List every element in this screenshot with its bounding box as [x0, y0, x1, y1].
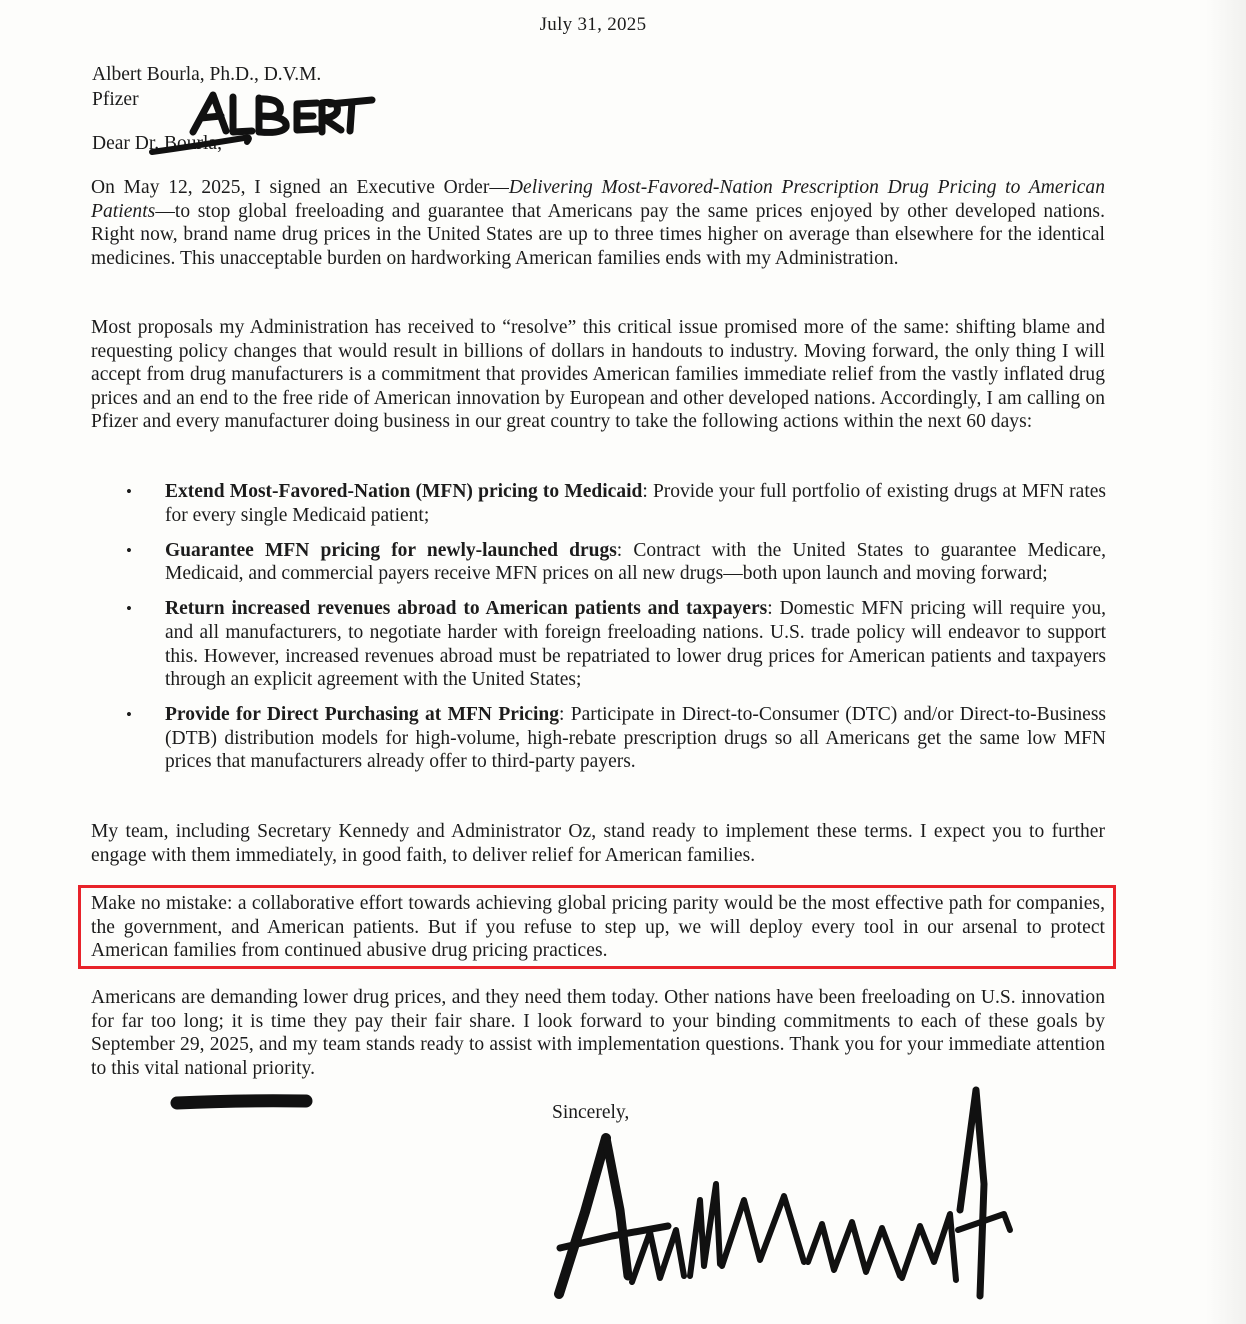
bullet-icon: •	[126, 705, 132, 725]
paragraph-proposals: Most proposals my Administration has received to “resolve” this critical issue promised more of the same: shifting blame and requesting policy changes that would result in billions of dollars in handouts to industry. Moving forward, the only thing I will accept from drug manufacturers is a commitment that provides American families immediate relief from the vastly inflated drug prices and an end to the free ride of American innovation by European and other developed nations. Accordingly, I am calling on Pfizer and every manufacturer doing business in our great country to take the following actions within the next 60 days:	[91, 317, 1105, 433]
recipient-name: Albert Bourla, Ph.D., D.V.M.	[92, 64, 322, 85]
action-text: : Provide your full portfolio of existing drugs at MFN rates for every single Medicaid patient;	[165, 481, 1106, 526]
letter-date: July 31, 2025	[539, 14, 647, 35]
action-heading: Extend Most-Favored-Nation (MFN) pricing to Medicaid	[165, 481, 643, 502]
action-item	[126, 703, 1106, 774]
handwritten-underline	[177, 1101, 306, 1103]
highlight-box	[78, 885, 1116, 969]
paragraph-make-no-mistake: Make no mistake: a collaborative effort towards achieving global pricing parity would be the most effective path for companies, the government, and American patients. But if you refuse to step up, we will deploy every tool in our arsenal to protect American families from continued abusive drug pricing practices.	[91, 893, 1105, 962]
action-list	[126, 480, 1106, 786]
action-heading: Return increased revenues abroad to American patients and taxpayers	[165, 598, 768, 620]
page-edge-shadow	[1206, 0, 1246, 1324]
p1-before: On May 12, 2025, I signed an Executive Order—	[91, 177, 509, 198]
paragraph-executive-order	[91, 176, 1105, 270]
action-item	[126, 597, 1106, 691]
recipient-address	[92, 62, 321, 112]
action-text: : Participate in Direct-to-Consumer (DTC) and/or Direct-to-Business (DTB) distribution models for high-volume, high-rebate prescription drugs so all Americans get the same low MFN prices that manufacturers already offer to third-party payers.	[165, 704, 1106, 773]
bullet-icon: •	[126, 540, 132, 560]
paragraph-demanding-lower-prices: Americans are demanding lower drug prices, and they need them today. Other nations have been freeloading on U.S. innovation for far too long; it is time they pay their fair share. I look forward to your binding commitments to each of these goals by September 29, 2025, and my team stands ready to assist with implementation questions. Thank you for your immediate attention to this vital national priority.	[91, 987, 1105, 1079]
salutation: Dear Dr. Bourla,	[92, 133, 222, 154]
action-text: : Domestic MFN pricing will require you, and all manufacturers, to negotiate harder with foreign freeloading nations. U.S. trade policy will endeavor to support this. However, increased revenues abroad must be repatriated to lower drug prices for American patients and taxpayers through an explicit agreement with the United States;	[165, 598, 1106, 691]
recipient-org: Pfizer	[92, 89, 139, 110]
action-heading: Guarantee MFN pricing for newly-launched drugs	[165, 539, 617, 561]
action-item	[126, 480, 1106, 527]
closing-sincerely: Sincerely,	[552, 1102, 630, 1123]
bullet-icon: •	[126, 599, 132, 619]
p1-after: —to stop global freeloading and guarantee that Americans pay the same prices enjoyed by other developed nations. Right now, brand name drug prices in the United States are up to three times higher on average than elsewhere for the identical medicines. This unacceptable burden on hardworking American families ends with my Administration.	[91, 200, 1105, 269]
action-text: : Contract with the United States to guarantee Medicare, Medicaid, and commercial payers receive MFN prices on all new drugs—both upon launch and moving forward;	[165, 539, 1106, 585]
bullet-icon: •	[126, 482, 132, 501]
action-item	[126, 539, 1106, 586]
paragraph-team: My team, including Secretary Kennedy and Administrator Oz, stand ready to implement these terms. I expect you to further engage with them immediately, in good faith, to deliver relief for American families.	[91, 821, 1105, 866]
action-heading: Provide for Direct Purchasing at MFN Pricing	[165, 704, 559, 726]
executive-order-title: Delivering Most-Favored-Nation Prescription Drug Pricing to American Patients	[91, 177, 1105, 222]
